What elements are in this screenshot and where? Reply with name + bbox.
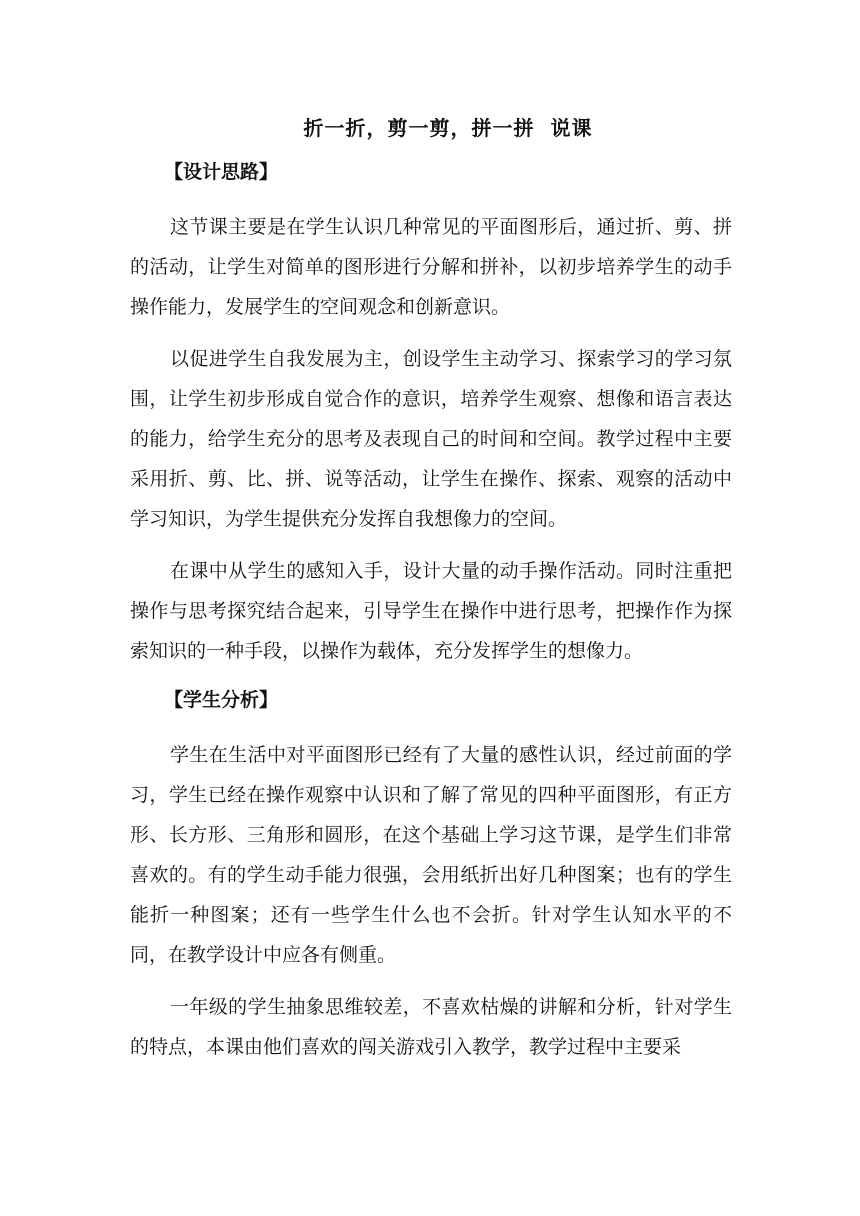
section-heading: 【学生分析】	[164, 689, 279, 711]
section-student-analysis	[130, 683, 732, 1067]
paragraph: 这节课主要是在学生认识几种常见的平面图形后，通过折、剪、拼的活动，让学生对简单的图形进行分解和拼补，以初步培养学生的动手操作能力，发展学生的空间观念和创新意识。	[130, 216, 732, 318]
document-body	[130, 155, 732, 1079]
paragraph: 以促进学生自我发展为主，创设学生主动学习、探索学习的学习氛围，让学生初步形成自觉合作的意识，培养学生观察、想像和语言表达的能力，给学生充分的思考及表现自己的时间和空间。教学过程中主要采用折、剪、比、拼、说等活动，让学生在操作、探索、观察的活动中学习知识，为学生提供充分发挥自我想像力的空间。	[130, 348, 732, 530]
section-design-ideas	[130, 155, 732, 671]
paragraph: 一年级的学生抽象思维较差，不喜欢枯燥的讲解和分析，针对学生的特点，本课由他们喜欢的闯关游戏引入教学，教学过程中主要采	[130, 996, 732, 1058]
paragraph: 在课中从学生的感知入手，设计大量的动手操作活动。同时注重把操作与思考探究结合起来，引导学生在操作中进行思考，把操作作为探索知识的一种手段，以操作为载体，充分发挥学生的想像力。	[130, 560, 732, 662]
document-title: 折一折，剪一剪，拼一拼 说课	[303, 116, 593, 140]
section-heading: 【设计思路】	[164, 161, 279, 183]
paragraph: 学生在生活中对平面图形已经有了大量的感性认识，经过前面的学习，学生已经在操作观察中认识和了解了常见的四种平面图形，有正方形、长方形、三角形和圆形，在这个基础上学习这节课，是学生们非常喜欢的。有的学生动手能力很强，会用纸折出好几种图案；也有的学生能折一种图案；还有一些学生什么也不会折。针对学生认知水平的不同，在教学设计中应各有侧重。	[130, 744, 732, 966]
